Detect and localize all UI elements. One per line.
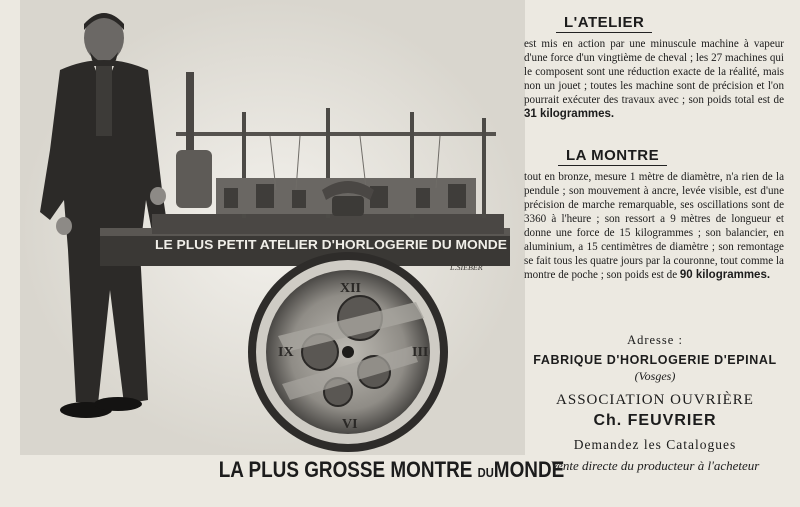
atelier-paragraph [524, 37, 784, 121]
photograph [20, 0, 525, 455]
workshop-sign: LE PLUS PETIT ATELIER D'HORLOGERIE DU MONDE [155, 237, 508, 252]
montre-heading: LA MONTRE [558, 147, 667, 166]
photographer-signature: L.SIEBER [450, 263, 483, 272]
caption-main: LA PLUS GROSSE MONTRE [218, 457, 473, 482]
address-label: Adresse : [627, 333, 683, 347]
owner-name: Ch. FEUVRIER [593, 412, 717, 429]
association-name: ASSOCIATION OUVRIÈRE [556, 392, 754, 408]
sales-line: Vente directe du producteur à l'acheteur [550, 458, 760, 473]
atelier-weight: 31 kilogrammes. [524, 108, 615, 120]
caption-end: MONDE [493, 457, 565, 482]
company-region: (Vosges) [634, 369, 676, 383]
svg-text:III: III [412, 345, 429, 360]
company-name: FABRIQUE D'HORLOGERIE D'EPINAL [533, 353, 777, 367]
svg-text:IX: IX [278, 345, 294, 360]
montre-weight: 90 kilogrammes. [679, 269, 771, 281]
atelier-text: est mis en action par une minuscule machine à vapeur d'une force d'un vingtième de cheval ; les 27 machines qui le composent sont une réduction exacte de la réalité, mais non un jouet ; toutes les machine sont de précision et l'on pourrait exécuter des travaux avec ; son poids total est de [524, 38, 784, 106]
caption-du: DU [477, 465, 494, 480]
montre-paragraph [524, 170, 784, 282]
photo-caption [218, 457, 565, 483]
montre-text: tout en bronze, mesure 1 mètre de diamètre, n'a rien de la pendule ; son mouvement à ancre, levée visible, est d'une précision de marche remarquable, ses oscillations sont de 3360 à l'heure ; son ressort a 9 mètres de longueur et donne une force de 15 kilogrammes ; son balancier, en aluminium, a 15 centimètres de diamètre ; son remontage se fait tous les quatre jours par la couronne, tout comme la montre de poche ; son poids est de [524, 171, 784, 281]
atelier-heading: L'ATELIER [556, 14, 652, 33]
svg-text:XII: XII [340, 281, 362, 296]
svg-text:VI: VI [342, 417, 358, 432]
catalog-line: Demandez les Catalogues [573, 437, 737, 452]
